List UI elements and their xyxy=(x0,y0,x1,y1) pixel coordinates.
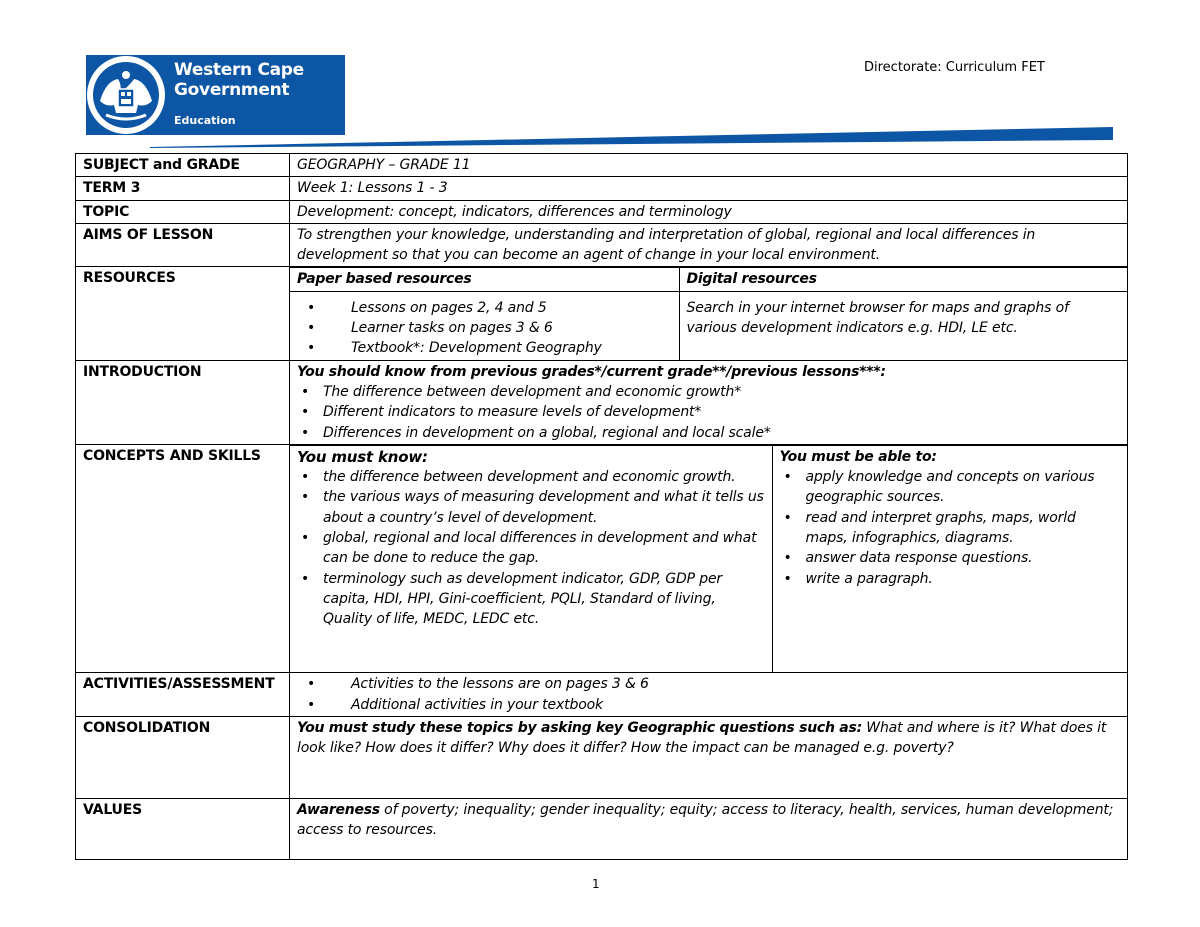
activities-cell xyxy=(290,673,1128,717)
concepts-label: CONCEPTS AND SKILLS xyxy=(76,444,290,673)
row-topic xyxy=(76,200,1128,223)
resources-table xyxy=(290,267,1127,359)
subject-value: GEOGRAPHY – GRADE 11 xyxy=(290,154,1128,177)
introduction-label: INTRODUCTION xyxy=(76,360,290,444)
row-concepts-skills xyxy=(76,444,1128,673)
list-item: • The difference between development and economic growth* xyxy=(297,382,1120,402)
able-to-cell xyxy=(772,445,1127,672)
coat-of-arms-icon xyxy=(86,55,166,135)
logo-title xyxy=(174,60,304,100)
list-item: • answer data response questions. xyxy=(780,548,1121,568)
must-know-heading: You must know: xyxy=(297,447,428,466)
consolidation-cell xyxy=(290,716,1128,798)
must-know-cell xyxy=(290,445,772,672)
directorate-label: Directorate: Curriculum FET xyxy=(864,60,1045,75)
resources-label: RESOURCES xyxy=(76,267,290,360)
list-item: • Differences in development on a global, regional and local scale* xyxy=(297,423,1120,443)
logo-subtitle: Education xyxy=(174,114,236,127)
page-number: 1 xyxy=(592,877,600,891)
values-text: of poverty; inequality; gender inequality; equity; access to literacy, health, services, human development; access to resources. xyxy=(297,801,1114,839)
logo-line-1: Western Cape xyxy=(174,60,304,80)
row-values xyxy=(76,798,1128,859)
logo-line-2: Government xyxy=(174,80,290,100)
activities-label: ACTIVITIES/ASSESSMENT xyxy=(76,673,290,717)
introduction-cell xyxy=(290,360,1128,444)
concepts-cell xyxy=(290,444,1128,673)
subject-label: SUBJECT and GRADE xyxy=(76,154,290,177)
digital-resources-heading: Digital resources xyxy=(679,268,1127,291)
list-item: • apply knowledge and concepts on various geographic sources. xyxy=(780,467,1121,508)
aims-label: AIMS OF LESSON xyxy=(76,223,290,267)
list-item: • read and interpret graphs, maps, world maps, infographics, diagrams. xyxy=(780,508,1121,549)
consolidation-text: What and where is it? What does it look like? How does it differ? Why does it differ? How the impact can be managed e.g. poverty? xyxy=(297,719,1107,757)
wcg-logo xyxy=(86,55,345,135)
paper-resources-list xyxy=(290,291,679,359)
topic-value: Development: concept, indicators, differences and terminology xyxy=(290,200,1128,223)
list-item: • the various ways of measuring development and what it tells us about a country’s level of development. xyxy=(297,487,765,528)
row-aims xyxy=(76,223,1128,267)
resources-cell xyxy=(290,267,1128,360)
values-label: VALUES xyxy=(76,798,290,859)
row-subject-grade xyxy=(76,154,1128,177)
row-introduction xyxy=(76,360,1128,444)
able-to-heading: You must be able to: xyxy=(779,448,937,465)
row-term xyxy=(76,177,1128,200)
list-item: • Different indicators to measure levels of development* xyxy=(297,402,1120,422)
paper-resources-heading: Paper based resources xyxy=(290,268,679,291)
list-item: • the difference between development and economic growth. xyxy=(297,467,765,487)
consolidation-label: CONSOLIDATION xyxy=(76,716,290,798)
row-consolidation xyxy=(76,716,1128,798)
list-item: • Lessons on pages 2, 4 and 5 xyxy=(297,298,672,318)
list-item: • write a paragraph. xyxy=(780,569,1121,589)
introduction-heading: You should know from previous grades*/current grade**/previous lessons***: xyxy=(297,363,886,380)
header-swoosh xyxy=(150,126,1113,148)
row-resources xyxy=(76,267,1128,360)
list-item: • Learner tasks on pages 3 & 6 xyxy=(297,318,672,338)
list-item: • terminology such as development indicator, GDP, GDP per capita, HDI, HPI, Gini-coefficient, PQLI, Standard of living, Quality of life, MEDC, LEDC etc. xyxy=(297,569,765,630)
list-item: • global, regional and local differences in development and what can be done to reduce the gap. xyxy=(297,528,765,569)
values-cell xyxy=(290,798,1128,859)
list-item: • Activities to the lessons are on pages 3 & 6 xyxy=(297,674,1120,694)
lesson-plan-table xyxy=(75,153,1128,860)
consolidation-lead: You must study these topics by asking key Geographic questions such as: xyxy=(297,719,862,736)
list-item: • Additional activities in your textbook xyxy=(297,695,1120,715)
term-value: Week 1: Lessons 1 - 3 xyxy=(290,177,1128,200)
topic-label: TOPIC xyxy=(76,200,290,223)
list-item: • Textbook*: Development Geography xyxy=(297,338,672,358)
aims-value: To strengthen your knowledge, understanding and interpretation of global, regional and local differences in development so that you can become an agent of change in your local environment. xyxy=(290,223,1128,267)
values-lead: Awareness xyxy=(297,801,380,818)
digital-resources-text: Search in your internet browser for maps and graphs of various development indicators e.g. HDI, LE etc. xyxy=(679,291,1127,359)
term-label: TERM 3 xyxy=(76,177,290,200)
concepts-table xyxy=(290,445,1127,673)
row-activities xyxy=(76,673,1128,717)
